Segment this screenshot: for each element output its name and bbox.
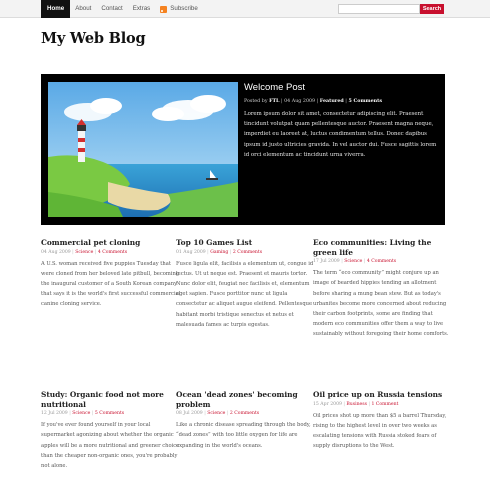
nav-item-contact[interactable]: Contact (101, 5, 123, 12)
post-date: 04 Aug 2009 (41, 249, 71, 255)
post-date: 12 Jul 2009 (41, 411, 68, 417)
main-nav (41, 0, 203, 18)
post-excerpt: If you've ever found yourself in your local supermarket agonizing about whether the organic apples will be a more nutritional and greener choice than the cheaper non-organic ones, you're probably not alone. (41, 422, 180, 469)
post-meta: 15 Apr 2009 | Business | 1 Comment (313, 401, 399, 407)
featured-post-title[interactable]: Welcome Post (244, 82, 306, 93)
post-comments[interactable]: 2 Comments (229, 411, 260, 417)
subscribe-label: Subscribe (170, 5, 198, 12)
post-date: 08 Jul 2009 (176, 411, 203, 417)
post-meta: 17 Jul 2009 | Science | 4 Comments (313, 259, 397, 265)
post-excerpt: The term “eco community” might conjure up an image of bearded hippies tending an allotment before sharing a mung bean stew. But as today's urbanites become more concerned about reducing their carbon footprints, some are finding that modern eco communities offer them a way to live sustainably without foregoing their home comforts. (313, 270, 449, 338)
post-meta: 12 Jul 2009 | Science | 5 Comments (41, 411, 125, 417)
post-meta: 01 Aug 2009 | Gaming | 2 Comments (176, 249, 263, 255)
post-date: 17 Jul 2009 (313, 259, 340, 265)
post-category[interactable]: Science (75, 249, 94, 255)
post-category[interactable]: Business (346, 401, 367, 407)
blog-title[interactable]: My Web Blog (41, 30, 146, 47)
post-comments[interactable]: 4 Comments (97, 249, 128, 255)
lighthouse-image[interactable] (48, 82, 238, 217)
nav-item-home[interactable]: Home (41, 0, 70, 18)
post-comments[interactable]: 5 Comments (94, 411, 125, 417)
featured-post (41, 74, 445, 225)
post-excerpt: A U.S. woman received five puppies Tuesday that were cloned from her beloved late pitbull, becoming the inaugural customer of a South Korean company that says it is the world's first successful commercial canine cloning service. (41, 260, 181, 308)
post-excerpt: Like a chronic disease spreading through the body, “dead zones” with too little oxygen for life are expanding in the world's oceans. (176, 422, 311, 449)
post-comments[interactable]: 2 Comments (232, 249, 263, 255)
post-card (176, 238, 316, 330)
post-date: 01 Aug 2009 (176, 249, 206, 255)
post-card (176, 390, 316, 451)
post-meta: 04 Aug 2009 | Science | 4 Comments (41, 249, 128, 255)
rss-icon (160, 6, 167, 13)
post-comments[interactable]: 4 Comments (366, 259, 397, 265)
post-category[interactable]: Gaming (210, 249, 229, 255)
post-category[interactable]: Science (72, 411, 91, 417)
post-date: 04 Aug 2009 (284, 99, 316, 104)
featured-post-excerpt: Lorem ipsum dolor sit amet, consectetur adipiscing elit. Praesent tincidunt volutpat quam pellentesque auctor. Praesent magna neque, imperdiet eu laoreet at, luctus condimentum tellus. Donec dapibus ipsum id justo ultricies gravida. In vel auctor dui. Fusce sagittis lorem id orci elementum ac tincidunt urna viverra. (244, 111, 437, 158)
post-title[interactable]: Study: Organic food not more nutritional (41, 390, 164, 409)
post-date: 15 Apr 2009 (313, 401, 342, 407)
post-title[interactable]: Commercial pet cloning (41, 238, 141, 247)
post-card (313, 390, 453, 451)
post-comments[interactable]: 5 Comments (348, 98, 383, 104)
featured-post-content (244, 82, 438, 160)
search-input[interactable] (338, 4, 420, 14)
post-card (41, 390, 181, 471)
post-title[interactable]: Top 10 Games List (176, 238, 253, 247)
lighthouse-illustration (48, 82, 238, 217)
post-title[interactable]: Eco communities: Living the green life (313, 238, 432, 257)
post-meta: 08 Jul 2009 | Science | 2 Comments (176, 411, 260, 417)
nav-item-about[interactable]: About (75, 5, 92, 12)
search-button[interactable]: Search (420, 4, 444, 14)
featured-post-meta: Posted by FTL | 04 Aug 2009 | Featured | 5 Comments (244, 98, 383, 104)
post-title[interactable]: Oil price up on Russia tensions (313, 390, 443, 399)
post-category[interactable]: Science (207, 411, 226, 417)
post-card (313, 238, 453, 340)
post-excerpt: Fusce ligula elit, facilisis a elementum ut, congue id lectus. Ut ut neque est. Praesent et mauris tortor. Nunc dolor elit, feugiat nec facilisis et, elementum eget sapien. Fusce porttitor nunc ut ligula consectetur ac aliquet augue eleifend. Pellentesque habitant morbi tristique senectus et netus et malesuada fames ac turpis egestas. (176, 260, 314, 328)
post-category[interactable]: Science (344, 259, 363, 265)
nav-item-subscribe[interactable] (155, 0, 203, 18)
nav-item-extras[interactable]: Extras (132, 5, 151, 12)
post-card (41, 238, 181, 310)
post-comments[interactable]: 1 Comment (371, 401, 399, 407)
post-excerpt: Oil prices shot up more than $5 a barrel Thursday, rising to the highest level in over two weeks as escalating tensions with Russia stoked fears of supply disruptions to the West. (313, 412, 447, 450)
post-author[interactable]: FTL (269, 98, 280, 104)
search-form (338, 4, 444, 14)
post-category[interactable]: Featured (319, 98, 344, 104)
post-title[interactable]: Ocean 'dead zones' becoming problem (176, 390, 298, 409)
meta-prefix: Posted by (244, 99, 268, 104)
top-navigation-bar (0, 0, 490, 18)
